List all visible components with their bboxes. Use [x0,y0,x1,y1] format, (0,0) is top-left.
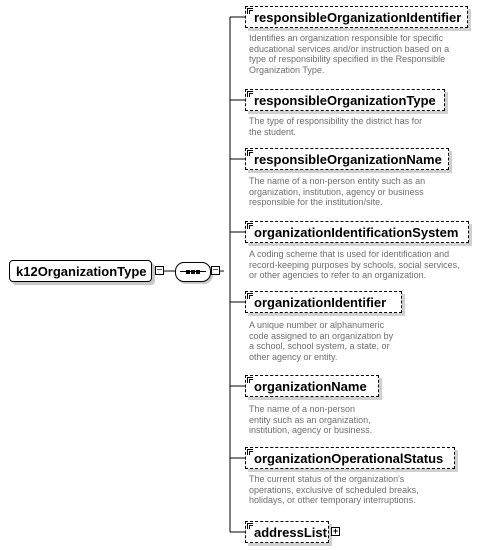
element-label: organizationName [254,379,367,394]
element-marker-icon [247,377,253,383]
element-description: The current status of the organization's operations, exclusive of scheduled breaks, holidays, or other temporary interruptions. [249,474,419,505]
root-element-k12organizationtype[interactable] [9,260,152,282]
element-organization-operational-status[interactable] [245,447,455,469]
element-responsible-organization-identifier[interactable] [245,6,468,28]
sequence-collapse-toggle-icon[interactable]: − [212,265,219,276]
element-label: organizationIdentificationSystem [254,225,459,240]
sequence-compositor-icon [175,262,211,282]
element-organization-name[interactable] [245,375,379,397]
element-address-list[interactable] [245,521,329,543]
element-label: organizationOperationalStatus [254,451,444,466]
element-marker-icon [247,223,253,229]
element-description: The name of a non-person entity such as an organization, institution, agency or business responsible for the institution/site. [249,176,426,207]
element-label: responsibleOrganizationName [254,152,442,167]
element-label: responsibleOrganizationIdentifier [254,10,462,25]
element-label: responsibleOrganizationType [254,93,436,108]
element-marker-icon [247,449,253,455]
element-responsible-organization-type[interactable] [245,89,445,111]
element-description: Identifies an organization responsible for specific educational services and/or instruction based on a type of responsibility specified in the Responsible Organization Type. [249,33,450,75]
element-description: The name of a non-person entity such as an organization, institution, agency or business. [249,404,373,435]
element-label: addressList [254,525,327,540]
element-marker-icon [247,91,253,97]
element-description: The type of responsibility the district has for the student. [249,116,423,137]
expand-toggle-icon[interactable]: + [332,526,339,536]
element-marker-icon [247,293,253,299]
collapse-toggle-icon[interactable]: − [156,265,163,276]
element-organization-identification-system[interactable] [245,221,469,243]
element-marker-icon [247,523,253,529]
element-marker-icon [247,150,253,156]
element-organization-identifier[interactable] [245,291,402,313]
root-element-label: k12OrganizationType [16,264,147,279]
element-responsible-organization-name[interactable] [245,148,449,170]
element-label: organizationIdentifier [254,295,387,310]
element-description: A unique number or alphanumeric code assigned to an organization by a school, school system, a state, or other agency or entity. [249,320,394,362]
element-marker-icon [247,8,253,14]
element-description: A coding scheme that is used for identification and record-keeping purposes by schools, social services, or other agencies to refer to an organization. [249,249,460,280]
